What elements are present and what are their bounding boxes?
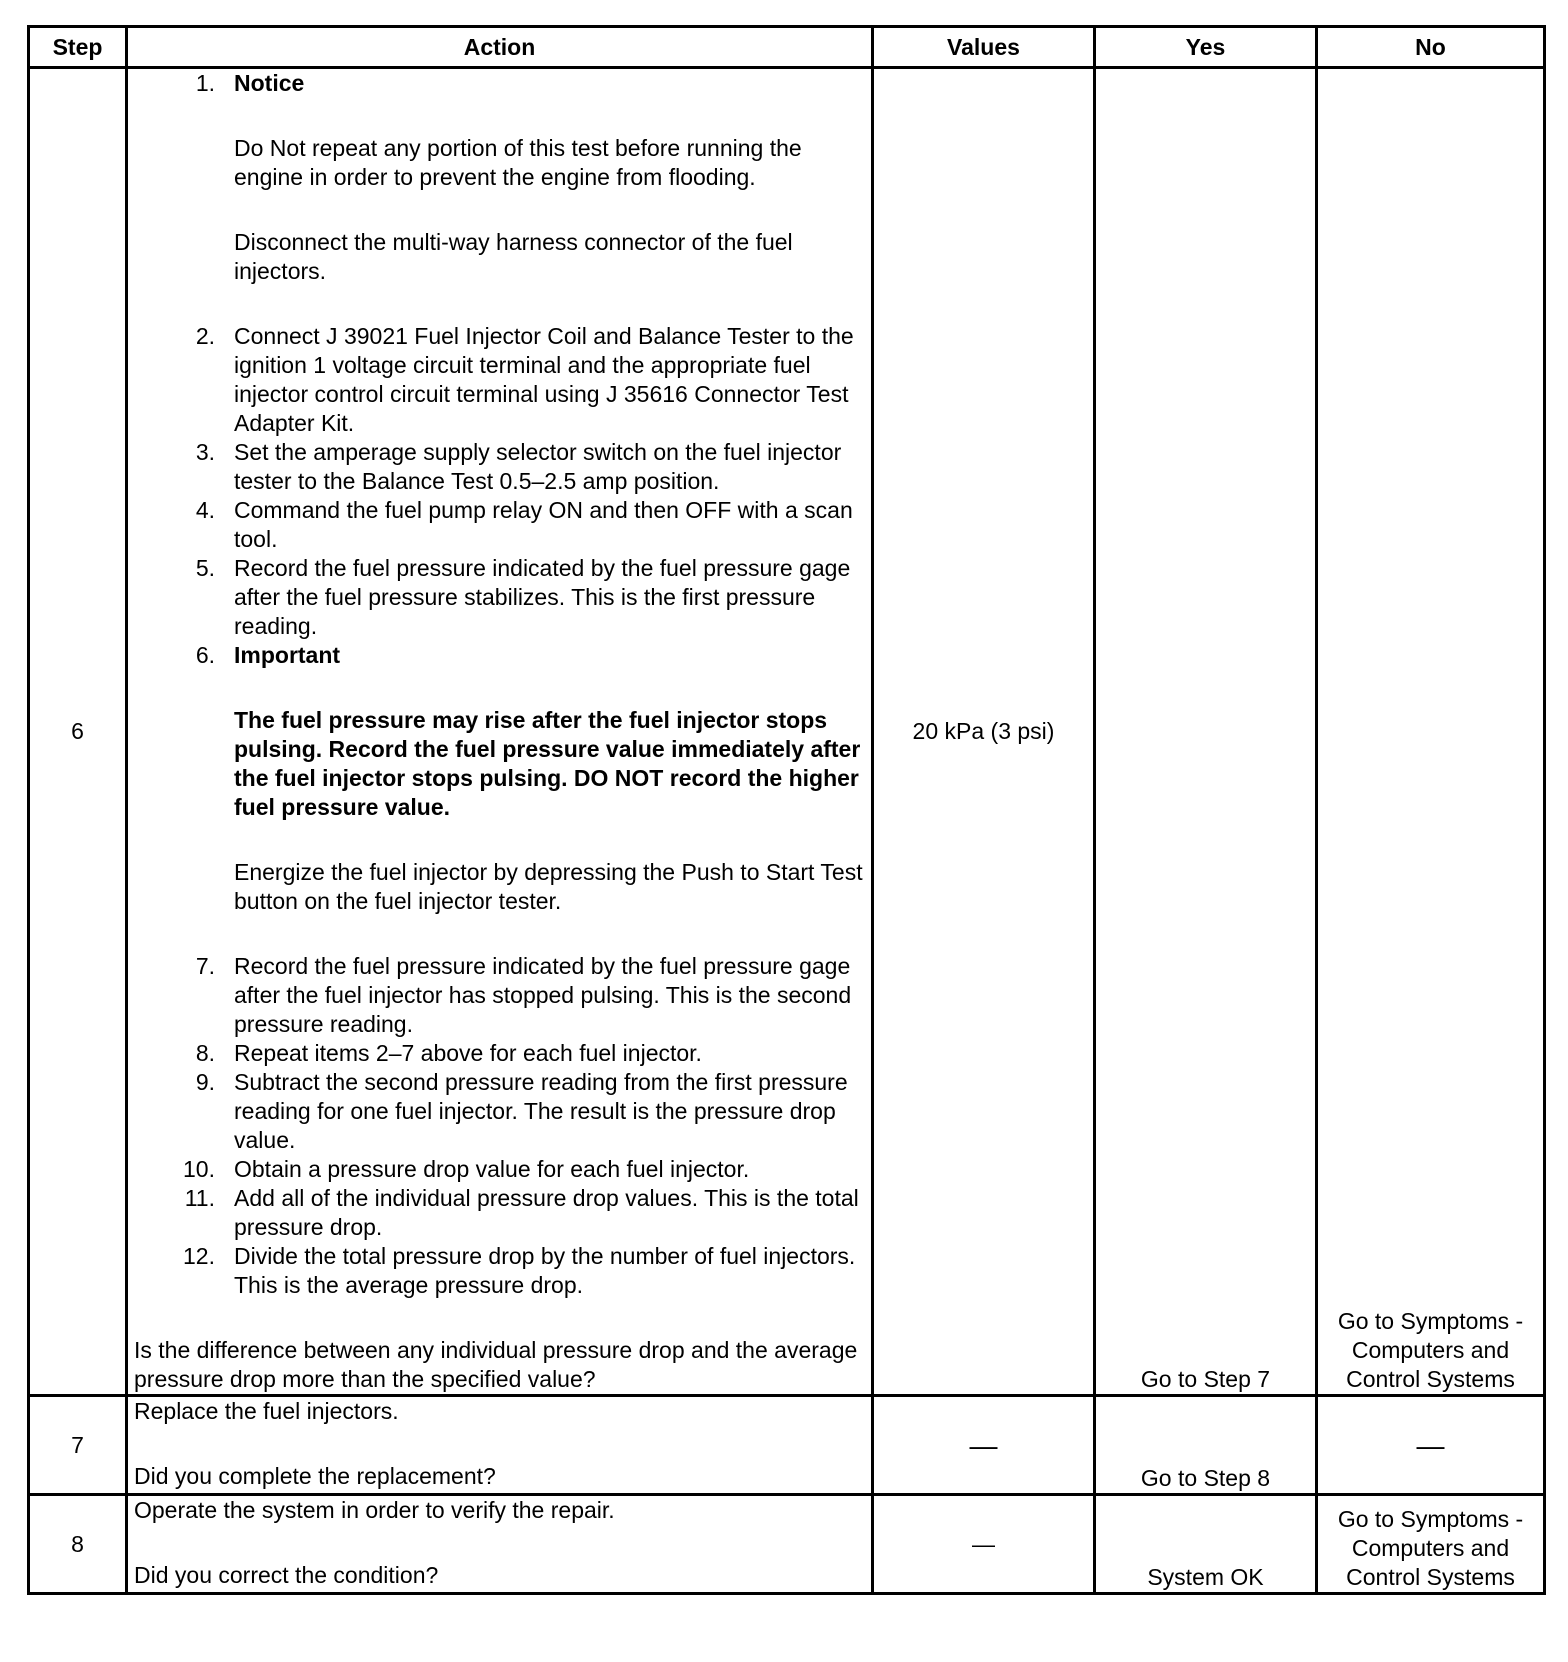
header-no: No [1317, 27, 1545, 68]
yes-cell: System OK [1095, 1495, 1317, 1594]
item-number: 3. [195, 439, 215, 465]
item-number: 12. [183, 1243, 215, 1269]
header-row [29, 27, 1545, 68]
header-step: Step [29, 27, 127, 68]
list-item [134, 641, 865, 916]
item-number: 10. [183, 1156, 215, 1182]
item-text: Obtain a pressure drop value for each fuel injector. [234, 1156, 750, 1182]
important-title: Important [234, 642, 341, 668]
item-subtext: Energize the fuel injector by depressing the Push to Start Test button on the fuel injector tester. [234, 859, 863, 914]
item-text: Record the fuel pressure indicated by the fuel pressure gage after the fuel injector has stopped pulsing. This is the second pressure reading. [234, 953, 852, 1037]
item-subtext: Disconnect the multi-way harness connector of the fuel injectors. [234, 229, 793, 284]
step-number: 7 [29, 1396, 127, 1495]
yes-cell: Go to Step 8 [1095, 1396, 1317, 1495]
item-number: 2. [195, 323, 215, 349]
values-cell: 20 kPa (3 psi) [873, 68, 1095, 1396]
item-number: 6. [195, 642, 215, 668]
important-text: The fuel pressure may rise after the fuel injector stops pulsing. Record the fuel pressure value immediately after the fuel injector stops pulsing. DO NOT record the higher fuel pressure value. [234, 707, 861, 820]
no-cell: Go to Symptoms - Computers and Control Systems [1317, 68, 1545, 1396]
table-row-step-6 [29, 68, 1545, 1396]
action-text: Replace the fuel injectors. [134, 1398, 399, 1424]
action-text: Operate the system in order to verify the repair. [134, 1497, 615, 1523]
values-cell: — [873, 1396, 1095, 1495]
item-text: Set the amperage supply selector switch on the fuel injector tester to the Balance Test 0.5–2.5 amp position. [234, 439, 842, 494]
list-item [134, 1242, 865, 1300]
list-item [134, 1039, 865, 1068]
list-item [134, 1155, 865, 1184]
question-text: Is the difference between any individual pressure drop and the average pressure drop more than the specified value? [134, 1337, 858, 1392]
item-text: Repeat items 2–7 above for each fuel injector. [234, 1040, 702, 1066]
values-cell: — [873, 1495, 1095, 1594]
step-number: 6 [29, 68, 127, 1396]
item-number: 1. [195, 70, 215, 96]
item-number: 9. [195, 1069, 215, 1095]
item-text: Add all of the individual pressure drop values. This is the total pressure drop. [234, 1185, 859, 1240]
list-item [134, 322, 865, 438]
action-cell [127, 1396, 873, 1495]
item-text: Subtract the second pressure reading from the first pressure reading for one fuel injector. The result is the pressure drop value. [234, 1069, 848, 1153]
no-cell: — [1317, 1396, 1545, 1495]
list-item [134, 438, 865, 496]
item-text: Divide the total pressure drop by the number of fuel injectors. This is the average pressure drop. [234, 1243, 856, 1298]
list-item [134, 69, 865, 286]
table-row-step-7 [29, 1396, 1545, 1495]
list-item [134, 1068, 865, 1155]
yes-cell: Go to Step 7 [1095, 68, 1317, 1396]
header-action: Action [127, 27, 873, 68]
step-number: 8 [29, 1495, 127, 1594]
action-cell [127, 1495, 873, 1594]
list-item [134, 554, 865, 641]
header-values: Values [873, 27, 1095, 68]
question-text: Did you complete the replacement? [134, 1463, 496, 1489]
no-cell: Go to Symptoms - Computers and Control Systems [1317, 1495, 1545, 1594]
item-number: 8. [195, 1040, 215, 1066]
item-number: 11. [184, 1185, 215, 1211]
item-number: 7. [195, 953, 215, 979]
item-text: Connect J 39021 Fuel Injector Coil and Balance Tester to the ignition 1 voltage circuit terminal and the appropriate fuel injector control circuit terminal using J 35616 Connector Test Adapter Kit. [234, 323, 854, 436]
procedure-list [134, 69, 865, 1300]
item-number: 5. [195, 555, 215, 581]
table-row-step-8 [29, 1495, 1545, 1594]
list-item [134, 952, 865, 1039]
item-text: Record the fuel pressure indicated by the fuel pressure gage after the fuel pressure stabilizes. This is the first pressure reading. [234, 555, 851, 639]
list-item [134, 1184, 865, 1242]
diagnostic-table [27, 25, 1546, 1595]
notice-title: Notice [234, 70, 305, 96]
header-yes: Yes [1095, 27, 1317, 68]
question-text: Did you correct the condition? [134, 1562, 439, 1588]
notice-text: Do Not repeat any portion of this test before running the engine in order to prevent the engine from flooding. [234, 135, 802, 190]
action-cell [127, 68, 873, 1396]
item-number: 4. [195, 497, 215, 523]
item-text: Command the fuel pump relay ON and then OFF with a scan tool. [234, 497, 853, 552]
list-item [134, 496, 865, 554]
